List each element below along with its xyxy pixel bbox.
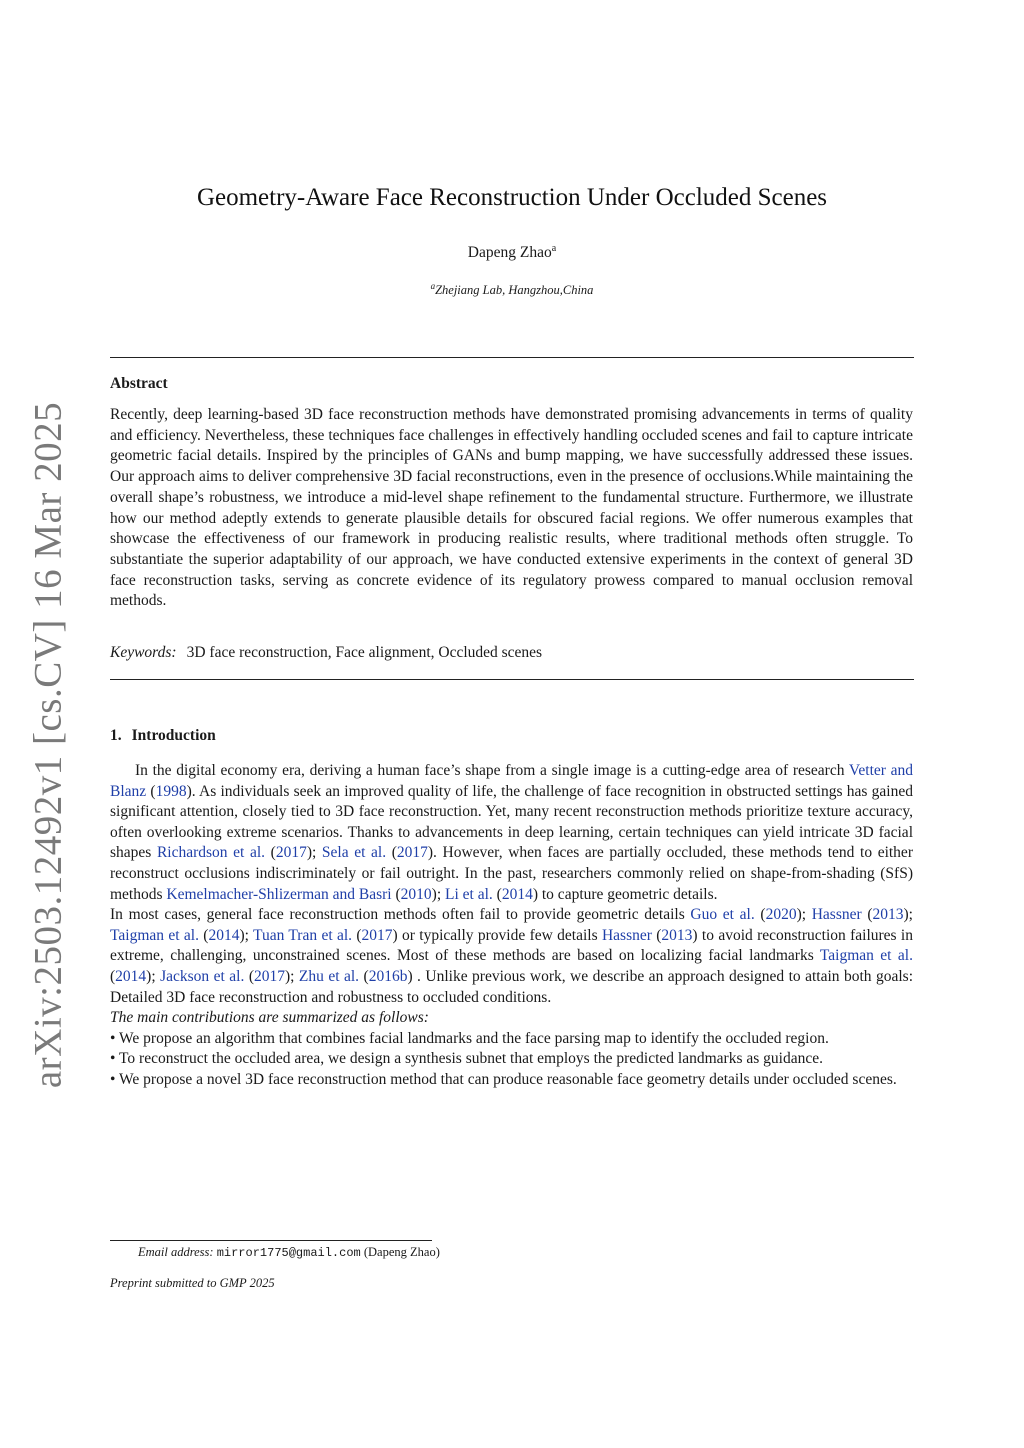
citation-link[interactable]: Kemelmacher-Shlizerman and Basri xyxy=(166,885,392,903)
citation-year-link[interactable]: 2016b xyxy=(368,967,408,985)
citation-link[interactable]: Taigman et al. xyxy=(819,947,913,965)
intro-paragraph-1 xyxy=(110,761,913,905)
contributions-intro: The main contributions are summarized as follows: xyxy=(110,1009,429,1027)
citation-year-link[interactable]: 2014 xyxy=(208,926,240,944)
text-run: ( xyxy=(244,967,254,985)
keywords-line xyxy=(110,644,914,662)
citation-year-link[interactable]: 2014 xyxy=(115,967,147,985)
footnote xyxy=(138,1245,440,1260)
text-run: ). As individuals seek an improved quality of life, the challenge of face recognition in obstructed settings has gained significant attention, closely tied to 3D face reconstruction. Yet, many recent reconstruction methods prioritize texture accuracy, often overlooking extreme scenarios. Thanks to advancements in deep learning, certain techniques can yield intricate 3D facial shapes xyxy=(110,782,913,862)
text-run: ) to capture geometric details. xyxy=(532,885,718,903)
citation-link[interactable]: Richardson et al. xyxy=(156,844,266,862)
citation-link[interactable]: Tuan Tran et al. xyxy=(253,926,353,944)
citation-year-link[interactable]: 2017 xyxy=(275,844,307,862)
author-line xyxy=(110,243,914,262)
text-run: ); xyxy=(306,844,322,862)
citation-year-link[interactable]: 2010 xyxy=(400,885,432,903)
affil-marker: a xyxy=(430,281,436,291)
citation-link[interactable]: Guo et al. xyxy=(690,906,755,924)
text-run: ); xyxy=(796,906,812,924)
text-run: ( xyxy=(386,844,397,862)
abstract-top-rule xyxy=(110,357,914,358)
contribution-bullet-2: • To reconstruct the occluded area, we design a synthesis subnet that employs the predicted landmarks as guidance. xyxy=(110,1050,823,1068)
text-run: ( xyxy=(651,926,662,944)
footnote-email[interactable]: mirror1775@gmail.com xyxy=(216,1246,361,1260)
author-affil-marker: a xyxy=(551,243,557,254)
citation-link[interactable]: Jackson et al. xyxy=(160,967,245,985)
text-run: ); xyxy=(284,967,299,985)
text-run: ); xyxy=(903,906,913,924)
text-run: ( xyxy=(861,906,873,924)
arxiv-sidebar xyxy=(18,401,78,1089)
text-run: ( xyxy=(146,782,156,800)
footnote-name: (Dapeng Zhao) xyxy=(363,1245,440,1259)
intro-paragraph-2 xyxy=(110,905,913,1008)
citation-link[interactable]: Sela et al. xyxy=(321,844,387,862)
citation-year-link[interactable]: 2014 xyxy=(501,885,533,903)
citation-link[interactable]: Hassner xyxy=(601,926,652,944)
keywords-label: Keywords: xyxy=(110,644,177,661)
introduction-body xyxy=(110,761,913,1091)
arxiv-identifier: arXiv:2503.12492v1 [cs.CV] 16 Mar 2025 xyxy=(26,401,70,1089)
citation-link[interactable]: Hassner xyxy=(811,906,862,924)
abstract-text: Recently, deep learning-based 3D face reconstruction methods have demonstrated promising advancements in terms of quality and efficiency. Nevertheless, these techniques face challenges in effectively handling occluded scenes and fail to capture intricate geometric facial details. Inspired by the principles of GANs and bump mapping, we have successfully addressed these issues. Our approach aims to deliver comprehensive 3D facial reconstructions, even in the presence of occlusions.While maintaining the overall shape’s robustness, we introduce a mid-level shape refinement to the fundamental structure. Furthermore, we illustrate how our method adeptly extends to generate plausible details for obscured facial regions. We offer numerous examples that showcase the effectiveness of our framework in producing realistic results, where traditional methods often struggle. To substantiate the superior adaptability of our approach, we have conducted extensive experiments in the context of general 3D face reconstruction tasks, serving as concrete evidence of its regulatory prowess compared to manual occlusion removal methods. xyxy=(110,406,913,610)
citation-link[interactable]: Zhu et al. xyxy=(298,967,360,985)
citation-link[interactable]: Taigman et al. xyxy=(110,926,199,944)
citation-year-link[interactable]: 2017 xyxy=(253,967,285,985)
abstract-heading: Abstract xyxy=(110,375,168,392)
text-run: In most cases, general face reconstruction methods often fail to provide geometric details xyxy=(110,906,691,924)
text-run: ( xyxy=(391,885,401,903)
text-run: ( xyxy=(352,926,362,944)
text-run: ( xyxy=(110,967,116,985)
citation-year-link[interactable]: 2017 xyxy=(396,844,428,862)
text-run: ); xyxy=(239,926,254,944)
contribution-bullet-1: • We propose an algorithm that combines facial landmarks and the face parsing map to identify the occluded region. xyxy=(110,1029,829,1047)
citation-link[interactable]: Vetter and Blanz xyxy=(110,762,913,800)
text-run: In the digital economy era, deriving a human face’s shape from a single image is a cutting-edge area of research xyxy=(135,762,849,779)
citation-year-link[interactable]: 2013 xyxy=(661,926,693,944)
citation-year-link[interactable]: 2013 xyxy=(872,906,904,924)
text-run: ) to avoid reconstruction failures in extreme, challenging, unconstrained scenes. Most of these methods are based on localizing facial landmarks xyxy=(110,926,913,965)
abstract-bottom-rule xyxy=(110,679,914,680)
citation-year-link[interactable]: 2020 xyxy=(765,906,797,924)
section-heading-introduction xyxy=(110,727,216,745)
text-run: ( xyxy=(198,926,209,944)
text-run: ( xyxy=(359,967,369,985)
affiliation-line xyxy=(110,281,914,298)
contribution-bullet-3: • We propose a novel 3D face reconstruction method that can produce reasonable face geometry details under occluded scenes. xyxy=(110,1070,897,1088)
text-run: ( xyxy=(492,885,502,903)
text-run: ); xyxy=(431,885,446,903)
citation-link[interactable]: Li et al. xyxy=(445,885,493,903)
affiliation: Zhejiang Lab, Hangzhou,China xyxy=(435,283,594,297)
citation-year-link[interactable]: 2017 xyxy=(361,926,393,944)
footnote-rule xyxy=(110,1240,432,1241)
preprint-note: Preprint submitted to GMP 2025 xyxy=(110,1276,275,1290)
keywords-list: 3D face reconstruction, Face alignment, Occluded scenes xyxy=(186,644,543,661)
footnote-label: Email address: xyxy=(138,1245,214,1259)
author-name: Dapeng Zhao xyxy=(467,244,552,261)
citation-year-link[interactable]: 1998 xyxy=(155,782,187,800)
section-number: 1. xyxy=(110,727,122,744)
text-run: ) or typically provide few details xyxy=(392,926,602,944)
text-run: ). However, when faces are partially occluded, these methods tend to either reconstruct occlusions indiscriminately or fail outright. In the past, researchers commonly relied on shape-from-shading (SfS) methods xyxy=(110,844,913,903)
text-run: ) . Unlike previous work, we describe an approach designed to attain both goals: Detailed 3D face reconstruction and robustness to occluded conditions. xyxy=(110,967,914,1006)
section-title: Introduction xyxy=(131,727,216,744)
text-run: ( xyxy=(265,844,276,862)
paper-title: Geometry-Aware Face Reconstruction Under Occluded Scenes xyxy=(196,184,828,211)
text-run: ); xyxy=(146,967,161,985)
text-run: ( xyxy=(754,906,766,924)
